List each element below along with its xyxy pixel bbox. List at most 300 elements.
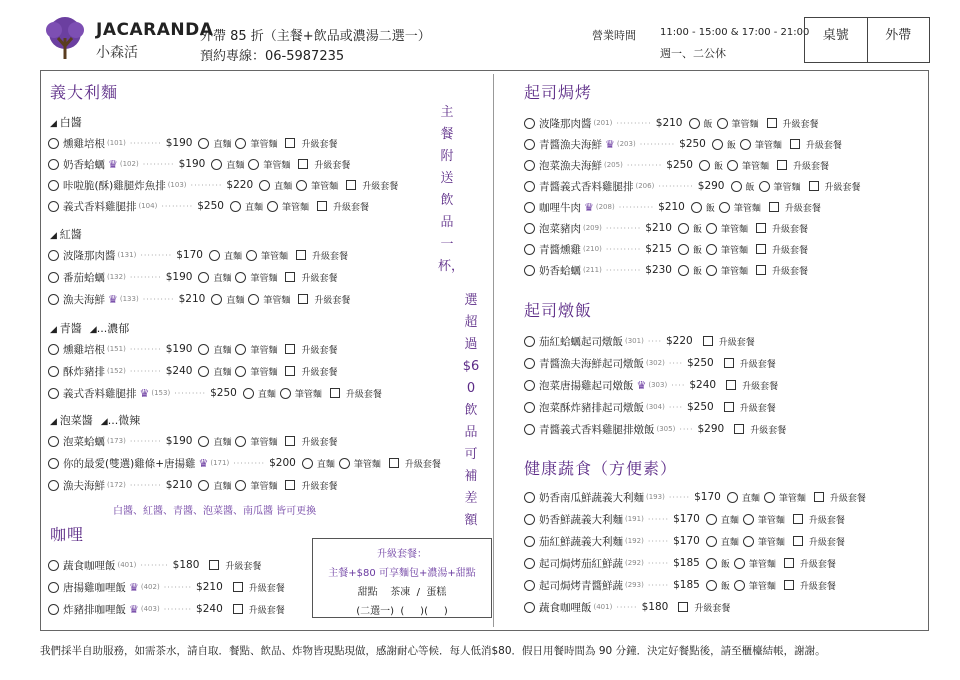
menu-item-row[interactable] [48,290,350,308]
menu-item-row[interactable] [524,398,776,416]
item-price: $250 [210,387,237,399]
upgrade-box-description: 主餐+$80 可享麵包+濃湯+甜點 [328,568,476,579]
upgrade-checkbox[interactable] [724,358,734,368]
upgrade-checkbox[interactable] [756,223,766,233]
upgrade-checkbox[interactable] [793,536,803,546]
menu-item-row[interactable] [524,576,836,594]
option-1-radio[interactable] [712,139,723,150]
item-code: (133) [119,295,139,303]
upgrade-checkbox[interactable] [209,560,219,570]
item-name: 泡菜豬肉 [539,222,581,235]
menu-item-row[interactable] [48,578,285,596]
option-1-label: 直麵 [226,295,245,306]
upgrade-checkbox[interactable] [809,181,819,191]
item-name: 起司焗烤青醬鮮蔬 [539,579,623,592]
item-select-radio[interactable] [524,558,535,569]
option-2-radio[interactable] [235,480,246,491]
item-select-radio[interactable] [524,602,535,613]
item-name: 青醬漁夫海鮮 [539,138,602,151]
option-1-radio[interactable] [198,436,209,447]
upgrade-checkbox[interactable] [296,250,306,260]
item-select-radio[interactable] [48,294,59,305]
upgrade-checkbox[interactable] [793,514,803,524]
item-select-radio[interactable] [48,436,59,447]
item-name: 燻雞培根 [63,137,105,150]
option-1-radio[interactable] [259,180,270,191]
item-code: (305) [656,425,676,433]
upgrade-label: 升級套餐 [225,561,262,572]
option-1-label: 直麵 [226,160,245,171]
item-select-radio[interactable] [48,604,59,615]
option-1-radio[interactable] [706,558,717,569]
option-2-radio[interactable] [235,272,246,283]
upgrade-checkbox[interactable] [726,380,736,390]
menu-item-row[interactable] [524,376,778,394]
upgrade-checkbox[interactable] [285,272,295,282]
option-2-label: 筆管麵 [721,266,749,277]
option-2-label: 筆管麵 [250,367,278,378]
item-name: 奶香南瓜鮮蔬義大利麵 [539,491,644,504]
upgrade-checkbox[interactable] [784,580,794,590]
option-2-radio[interactable] [764,492,775,503]
item-code: (403) [140,605,160,613]
item-select-radio[interactable] [48,366,59,377]
menu-item-row[interactable] [48,556,261,574]
item-code: (153) [151,389,171,397]
option-2-radio[interactable] [740,139,751,150]
item-name: 奶香鮮蔬義大利麵 [539,513,623,526]
option-2-label: 筆管麵 [778,493,806,504]
upgrade-checkbox[interactable] [724,402,734,412]
upgrade-label: 升級套餐 [301,367,338,378]
upgrade-checkbox[interactable] [756,244,766,254]
leader-dots: ·········· [658,181,694,191]
item-name: 青醬燻雞 [539,243,581,256]
upgrade-label: 升級套餐 [808,537,845,548]
upgrade-label: 升級套餐 [301,139,338,150]
upgrade-label: 升級套餐 [772,266,809,277]
option-1-radio[interactable] [678,265,689,276]
upgrade-label: 升級套餐 [808,515,845,526]
option-1-radio[interactable] [727,492,738,503]
option-1-label: 直麵 [213,139,232,150]
menu-item-row[interactable] [524,532,845,550]
item-price: $250 [197,200,224,212]
item-select-radio[interactable] [48,272,59,283]
option-2-radio[interactable] [339,458,350,469]
item-price: $180 [641,601,669,613]
item-price: $190 [165,435,193,447]
option-2-radio[interactable] [235,344,246,355]
menu-item-row[interactable] [48,600,285,618]
option-2-radio[interactable] [246,250,257,261]
leader-dots: ·········· [616,118,652,128]
menu-item-row[interactable] [48,476,338,494]
option-1-radio[interactable] [706,536,717,547]
item-price: $250 [687,357,714,369]
gratin-section-title: 起司焗烤 [524,83,593,102]
option-1-radio[interactable] [678,223,689,234]
takeout-promo: 外帶 85 折（主餐+飲品或濃湯二選一） [200,29,431,44]
item-select-radio[interactable] [524,202,535,213]
column-divider [493,74,494,627]
option-1-radio[interactable] [691,202,702,213]
option-1-label: 直麵 [244,202,263,213]
item-select-radio[interactable] [48,344,59,355]
option-1-radio[interactable] [699,160,710,171]
upgrade-checkbox[interactable] [814,492,824,502]
brand-name-zh: 小森活 [96,45,138,61]
item-price: $170 [673,513,700,525]
menu-item-row[interactable] [524,219,808,237]
item-price: $185 [673,557,700,569]
option-1-radio[interactable] [678,244,689,255]
upgrade-label: 升級套餐 [824,182,861,193]
item-name: 青醬義式香料雞腿排燉飯 [539,423,655,436]
item-code: (201) [593,119,613,127]
leader-dots: ········· [161,201,194,211]
upgrade-checkbox[interactable] [330,388,340,398]
upgrade-checkbox[interactable] [285,138,295,148]
menu-item-row[interactable] [524,354,776,372]
menu-item-row[interactable] [524,156,829,174]
leader-dots: ········· [129,138,162,148]
option-2-radio[interactable] [706,223,717,234]
option-2-label: 筆管麵 [250,273,278,284]
option-1-label: 直麵 [741,493,760,504]
upgrade-checkbox[interactable] [346,180,356,190]
option-2-radio[interactable] [759,181,770,192]
item-name: 起司焗烤茄紅鮮蔬 [539,557,623,570]
item-select-radio[interactable] [48,560,59,571]
option-2-label: 筆管麵 [250,437,278,448]
option-2-label: 筆管麵 [754,140,782,151]
item-select-radio[interactable] [524,402,535,413]
upgrade-checkbox[interactable] [756,265,766,275]
drink-note-part-1: 主餐附送飲品一杯， [438,105,465,274]
upgrade-label: 升級套餐 [404,459,441,470]
option-1-radio[interactable] [198,344,209,355]
item-select-radio[interactable] [524,358,535,369]
item-select-radio[interactable] [524,265,535,276]
upgrade-label: 升級套餐 [362,181,399,192]
item-name: 泡菜唐揚雞起司燉飯 [539,379,634,392]
option-2-radio[interactable] [734,558,745,569]
triangle-icon: ◢ [50,325,60,335]
option-1-radio[interactable] [706,514,717,525]
option-2-label: 筆管麵 [721,224,749,235]
option-1-label: 直麵 [316,459,335,470]
option-1-label: 直麵 [213,273,232,284]
upgrade-checkbox[interactable] [285,436,295,446]
option-2-radio[interactable] [717,118,728,129]
menu-item-row[interactable] [48,134,338,152]
upgrade-checkbox[interactable] [298,159,308,169]
option-2-label: 筆管麵 [281,202,309,213]
upgrade-checkbox[interactable] [298,294,308,304]
sauce-note-triangle-icon: ◢ [100,417,108,427]
option-1-radio[interactable] [211,159,222,170]
item-select-radio[interactable] [48,159,59,170]
leader-dots: ···· [647,336,662,346]
option-1-label: 飯 [720,581,730,592]
option-2-label: 筆管麵 [260,251,288,262]
upgrade-label: 升級套餐 [718,337,755,348]
upgrade-checkbox[interactable] [233,582,243,592]
option-1-radio[interactable] [198,366,209,377]
menu-item-row[interactable] [48,197,369,215]
item-code: (205) [604,161,623,169]
tree-logo-icon [40,16,90,60]
item-select-radio[interactable] [524,223,535,234]
menu-item-row[interactable] [524,114,819,132]
item-code: (104) [138,202,158,210]
leader-dots: ·········· [626,160,663,170]
crown-icon: ♛ [129,580,139,594]
menu-item-row[interactable] [48,155,350,173]
item-select-radio[interactable] [48,180,59,191]
menu-item-row[interactable] [524,598,730,616]
menu-item-row[interactable] [524,177,861,195]
item-price: $250 [666,159,693,171]
upgrade-checkbox[interactable] [790,139,800,149]
upgrade-checkbox[interactable] [285,344,295,354]
leader-dots: ···· [668,402,683,412]
item-select-radio[interactable] [48,250,59,261]
item-price: $190 [178,158,206,170]
option-2-radio[interactable] [706,265,717,276]
item-code: (101) [107,139,126,147]
upgrade-label: 升級套餐 [793,161,830,172]
option-2-radio[interactable] [280,388,291,399]
triangle-icon: ◢ [50,119,60,129]
leader-dots: ·········· [605,244,642,254]
item-name: 義式香料雞腿排 [63,200,137,213]
leader-dots: ·········· [605,223,642,233]
option-1-label: 飯 [726,140,736,151]
item-name: 蔬食咖哩飯 [63,559,116,572]
hours-label: 營業時間 [592,29,636,42]
item-select-radio[interactable] [524,580,535,591]
item-code: (131) [117,251,137,259]
option-1-radio[interactable] [198,138,209,149]
item-code: (191) [625,515,644,523]
item-code: (173) [107,437,126,445]
leader-dots: ········· [129,344,162,354]
sauce-group-title [50,412,140,428]
upgrade-checkbox[interactable] [777,160,787,170]
upgrade-checkbox[interactable] [317,201,327,211]
option-1-radio[interactable] [706,580,717,591]
item-code: (209) [583,224,602,232]
item-select-radio[interactable] [524,181,535,192]
option-2-radio[interactable] [248,159,259,170]
item-select-radio[interactable] [524,514,535,525]
leader-dots: ······ [647,580,670,590]
sauce-group-title [50,226,82,242]
item-name: 青醬義式香料雞腿排 [539,180,634,193]
option-1-label: 直麵 [720,515,739,526]
item-select-radio[interactable] [48,388,59,399]
item-price: $240 [689,379,717,391]
crown-icon: ♛ [198,456,209,470]
leader-dots: ······ [647,514,670,524]
risotto-section-title: 起司燉飯 [524,301,593,320]
upgrade-label: 升級套餐 [345,389,382,400]
sauce-note-triangle-icon: ◢ [89,325,97,335]
item-name: 青醬漁夫海鮮起司燉飯 [539,357,644,370]
leader-dots: ···· [679,424,694,434]
order-type-box [804,17,930,63]
item-name: 泡菜蛤蠣 [63,435,105,448]
option-1-radio[interactable] [209,250,220,261]
item-name: 酥炸豬排 [63,365,105,378]
menu-item-row[interactable] [48,268,338,286]
upgrade-checkbox[interactable] [784,558,794,568]
option-1-radio[interactable] [689,118,700,129]
upgrade-label: 升級套餐 [805,140,842,151]
leader-dots: ········· [233,458,266,468]
option-1-radio[interactable] [198,480,209,491]
menu-item-row[interactable] [48,432,338,450]
upgrade-checkbox[interactable] [285,480,295,490]
option-2-label: 筆管麵 [353,459,381,470]
item-name: 炸豬排咖哩飯 [63,603,126,616]
option-2-radio[interactable] [727,160,738,171]
option-2-radio[interactable] [743,536,754,547]
brand-name-en: JACARANDA [96,20,214,40]
upgrade-checkbox[interactable] [285,366,295,376]
option-1-radio[interactable] [211,294,222,305]
item-select-radio[interactable] [48,138,59,149]
menu-item-row[interactable] [48,176,398,194]
leader-dots: ······ [668,492,691,502]
item-price: $210 [196,581,223,593]
menu-item-row[interactable] [524,261,808,279]
item-select-radio[interactable] [48,480,59,491]
leader-dots: ········· [129,480,162,490]
menu-item-row[interactable] [524,554,836,572]
menu-item-row[interactable] [48,362,338,380]
upgrade-checkbox[interactable] [767,118,777,128]
upgrade-checkbox[interactable] [703,336,713,346]
option-2-radio[interactable] [734,580,745,591]
option-2-radio[interactable] [267,201,278,212]
item-select-radio[interactable] [524,139,535,150]
crown-icon: ♛ [584,200,594,214]
menu-item-row[interactable] [524,488,866,506]
option-2-radio[interactable] [235,436,246,447]
item-select-radio[interactable] [524,424,535,435]
upgrade-checkbox[interactable] [233,604,243,614]
option-1-radio[interactable] [243,388,254,399]
menu-item-row[interactable] [48,340,338,358]
table-number-field[interactable]: 桌號 [805,18,868,62]
upgrade-checkbox[interactable] [678,602,688,612]
item-select-radio[interactable] [524,160,535,171]
option-2-label: 筆管麵 [742,161,770,172]
menu-item-row[interactable] [524,510,845,528]
option-2-radio[interactable] [248,294,259,305]
item-select-radio[interactable] [524,336,535,347]
option-1-radio[interactable] [302,458,313,469]
item-price: $210 [178,293,206,305]
option-2-radio[interactable] [296,180,307,191]
upgrade-label: 升級套餐 [301,481,338,492]
option-2-radio[interactable] [719,202,730,213]
upgrade-box-title: 升級套餐： [377,549,427,560]
sauce-name: 白醬 [59,116,82,129]
upgrade-label: 升級套餐 [314,295,351,306]
upgrade-checkbox[interactable] [389,458,399,468]
option-2-label: 筆管麵 [757,515,785,526]
menu-item-row[interactable] [524,332,755,350]
option-2-radio[interactable] [743,514,754,525]
leader-dots: ········ [163,604,193,614]
item-code: (152) [107,367,126,375]
item-select-radio[interactable] [524,118,535,129]
item-select-radio[interactable] [524,492,535,503]
item-select-radio[interactable] [524,380,535,391]
item-select-radio[interactable] [48,201,59,212]
upgrade-label: 升級套餐 [829,493,866,504]
leader-dots: ········· [129,366,162,376]
item-select-radio[interactable] [48,582,59,593]
menu-item-row[interactable] [48,384,382,402]
upgrade-label: 升級套餐 [799,581,836,592]
item-name: 漁夫海鮮 [63,293,105,306]
menu-item-row[interactable] [48,454,441,472]
option-2-radio[interactable] [235,138,246,149]
takeout-field[interactable]: 外帶 [885,28,912,43]
option-1-radio[interactable] [230,201,241,212]
upgrade-label: 升級套餐 [772,245,809,256]
item-code: (206) [635,182,655,190]
option-1-label: 飯 [703,119,713,130]
item-price: $170 [673,535,700,547]
item-price: $230 [645,264,672,276]
option-1-label: 飯 [714,161,724,172]
menu-item-row[interactable] [524,198,821,216]
item-select-radio[interactable] [524,536,535,547]
item-select-radio[interactable] [524,244,535,255]
option-1-radio[interactable] [198,272,209,283]
item-select-radio[interactable] [48,458,59,469]
menu-item-row[interactable] [524,420,786,438]
leader-dots: ········· [190,180,223,190]
item-code: (211) [583,266,602,274]
item-name: 泡菜酥炸豬排起司燉飯 [539,401,644,414]
option-2-radio[interactable] [706,244,717,255]
upgrade-label: 升級套餐 [799,559,836,570]
option-2-radio[interactable] [235,366,246,377]
upgrade-label: 升級套餐 [750,425,787,436]
upgrade-label: 升級套餐 [332,202,369,213]
option-1-radio[interactable] [731,181,742,192]
option-2-label: 筆管麵 [733,203,761,214]
item-price: $190 [165,271,193,283]
upgrade-box-selection[interactable]: (二選一) ( )( ) [356,606,448,617]
item-name: 番茄蛤蠣 [63,271,105,284]
logo [40,14,214,64]
item-price: $210 [645,222,672,234]
menu-item-row[interactable] [524,135,842,153]
upgrade-checkbox[interactable] [734,424,744,434]
menu-item-row[interactable] [48,246,348,264]
upgrade-label: 升級套餐 [311,251,348,262]
menu-item-row[interactable] [524,240,808,258]
upgrade-checkbox[interactable] [769,202,779,212]
